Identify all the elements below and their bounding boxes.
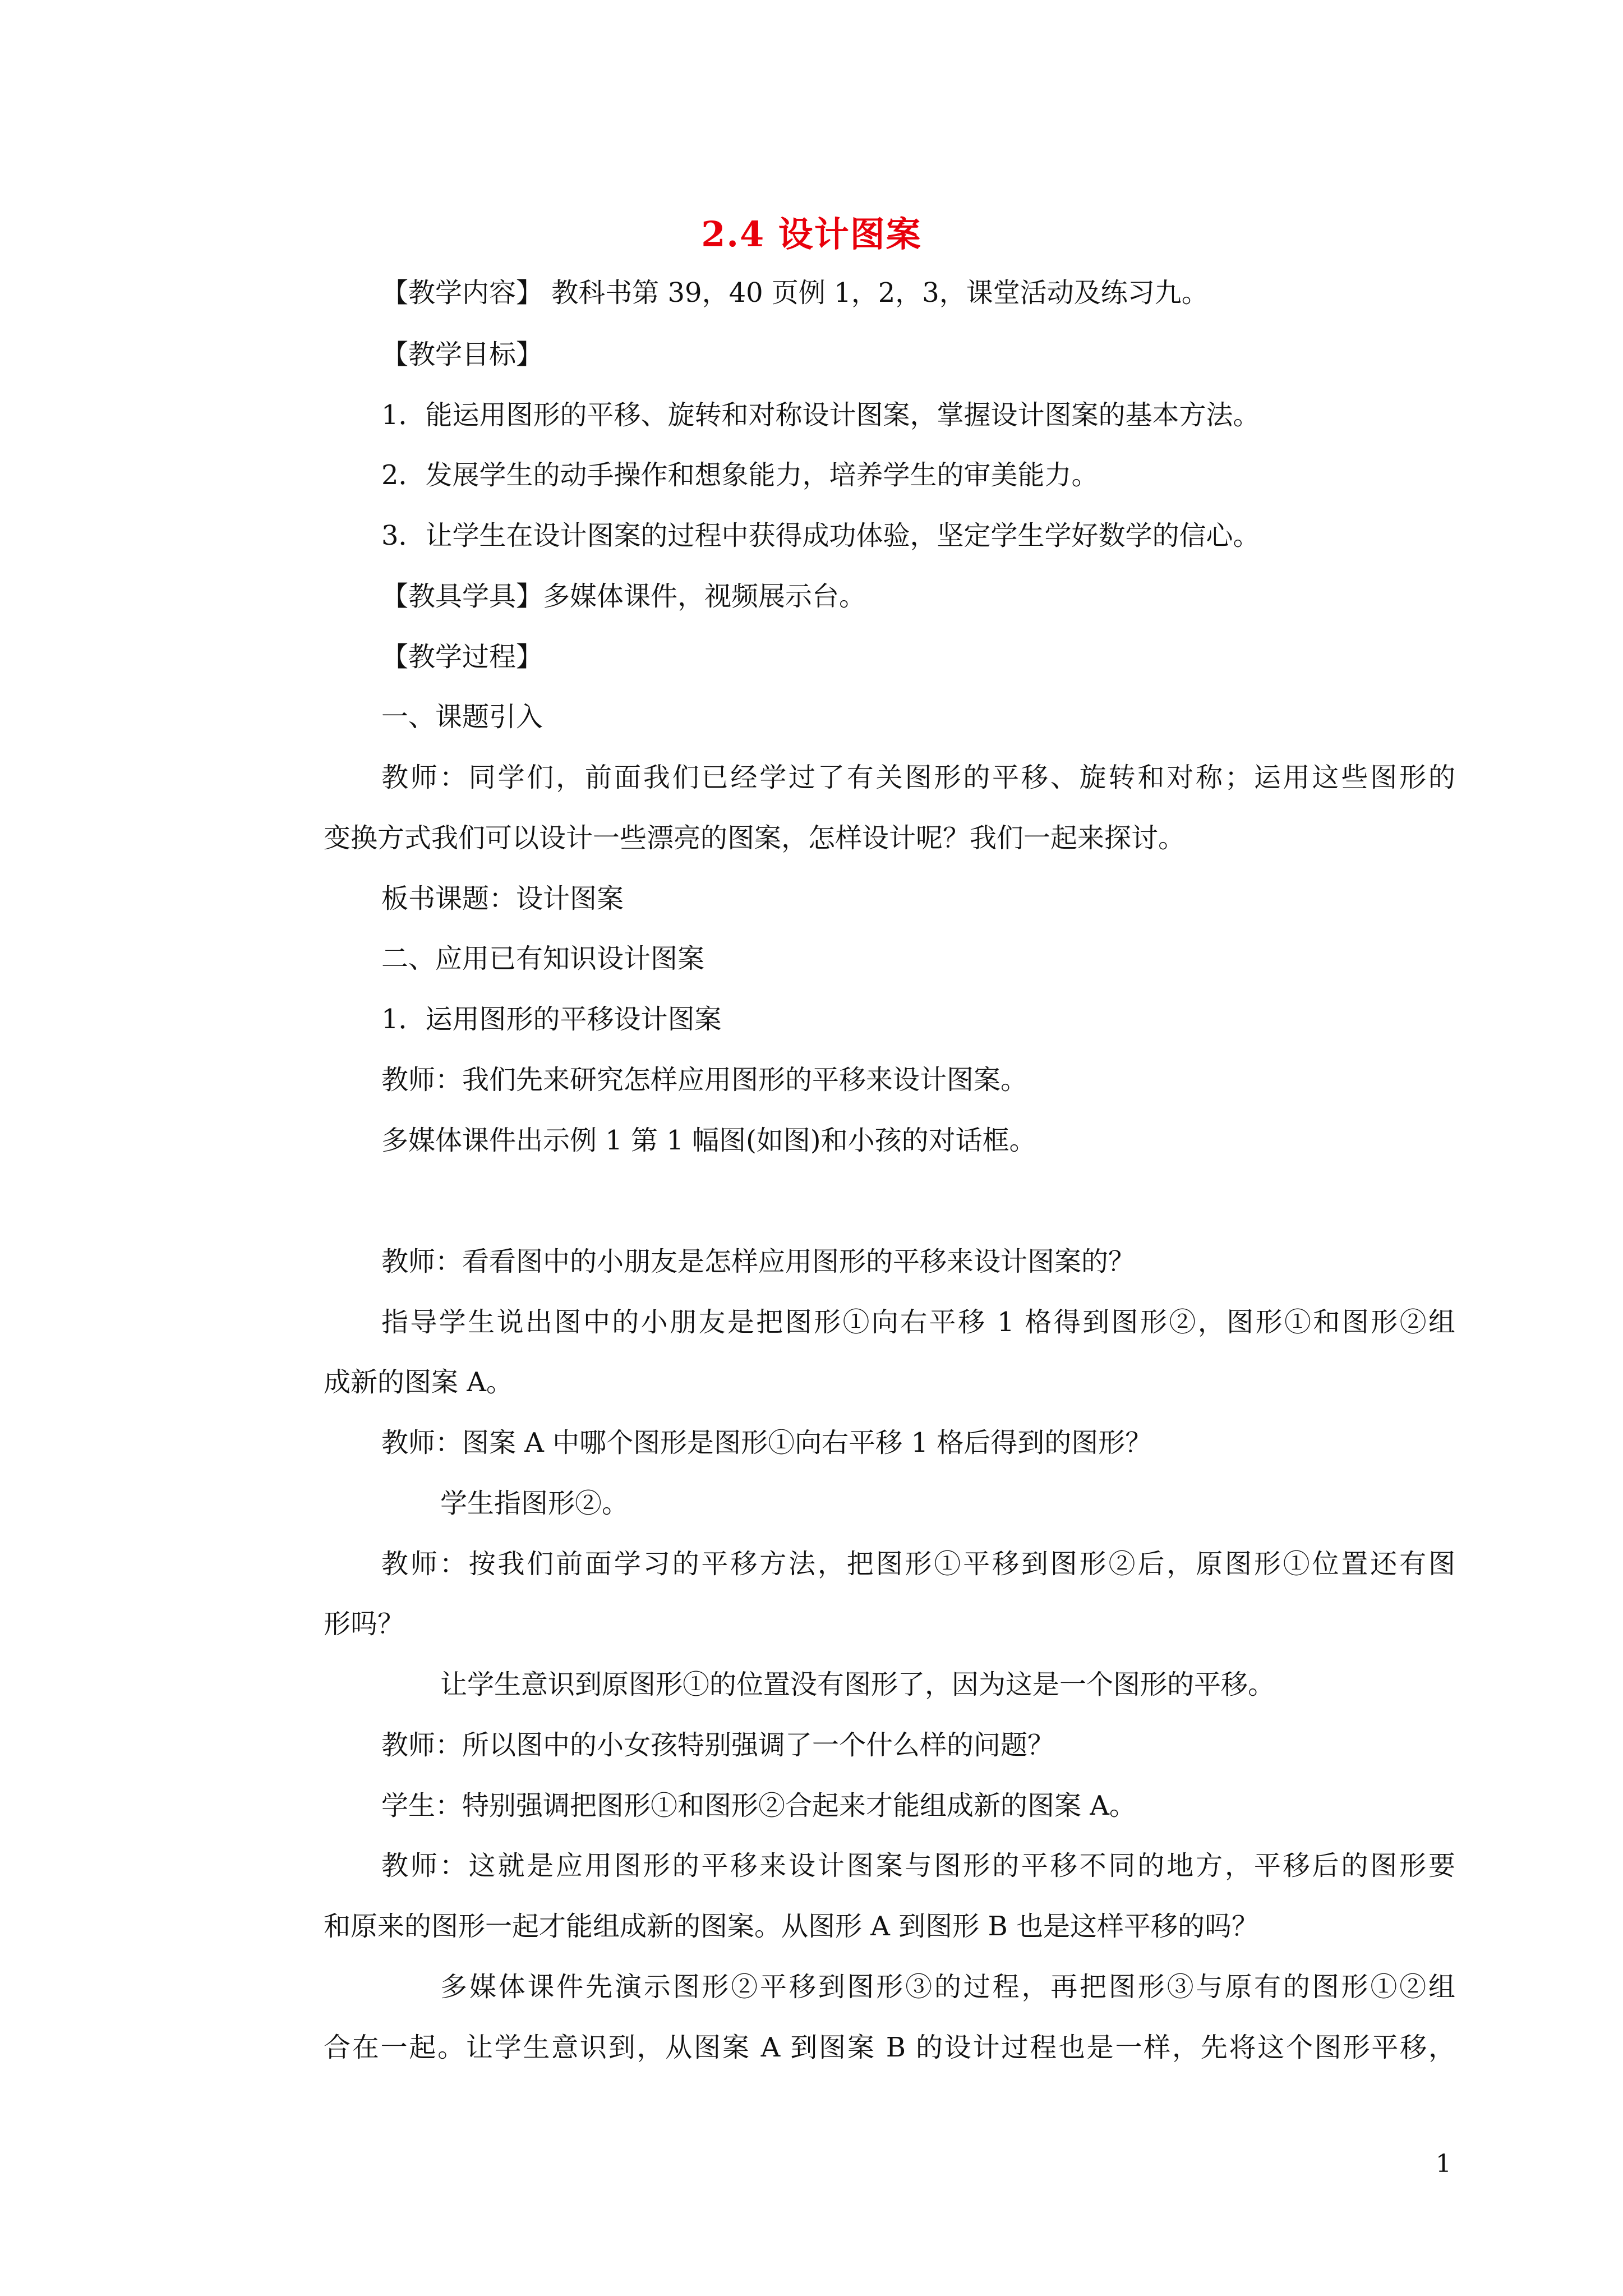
paragraph-line: 让学生意识到原图形①的位置没有图形了，因为这是一个图形的平移。 (440, 1669, 1275, 1700)
paragraph-line: 形吗？ (324, 1608, 405, 1640)
teaching-goals-heading: 【教学目标】 (381, 339, 543, 370)
paragraph-line: 学生：特别强调把图形①和图形②合起来才能组成新的图案 A。 (381, 1790, 1136, 1821)
goal-1: 1．能运用图形的平移、旋转和对称设计图案，掌握设计图案的基本方法。 (381, 399, 1260, 431)
subsection-1-heading: 1．运用图形的平移设计图案 (381, 1004, 722, 1035)
paragraph-line: 多媒体课件出示例 1 第 1 幅图(如图)和小孩的对话框。 (381, 1125, 1036, 1156)
paragraph-line: 指导学生说出图中的小朋友是把图形①向右平移 1 格得到图形②，图形①和图形②组 (381, 1306, 1455, 1338)
paragraph-line: 教师：同学们，前面我们已经学过了有关图形的平移、旋转和对称；运用这些图形的 (381, 762, 1455, 793)
paragraph-line: 变换方式我们可以设计一些漂亮的图案，怎样设计呢？我们一起来探讨。 (324, 822, 1186, 854)
paragraph-line: 学生指图形②。 (440, 1488, 629, 1519)
paragraph-line: 合在一起。让学生意识到，从图案 A 到图案 B 的设计过程也是一样，先将这个图形平移， (324, 2032, 1455, 2063)
section-2-heading: 二、应用已有知识设计图案 (381, 943, 705, 974)
document-title: 2.4 设计图案 (701, 214, 922, 255)
section-1-heading: 一、课题引入 (381, 701, 543, 733)
goal-2: 2．发展学生的动手操作和想象能力，培养学生的审美能力。 (381, 459, 1099, 491)
board-title-line: 板书课题：设计图案 (381, 883, 624, 914)
teaching-aids-line: 【教具学具】多媒体课件，视频展示台。 (381, 581, 866, 612)
teaching-content-line: 【教学内容】 教科书第 39，40 页例 1，2，3，课堂活动及练习九。 (381, 277, 1209, 309)
paragraph-line: 教师：图案 A 中哪个图形是图形①向右平移 1 格后得到的图形？ (381, 1427, 1152, 1458)
teaching-process-heading: 【教学过程】 (381, 641, 543, 673)
paragraph-line: 教师：按我们前面学习的平移方法，把图形①平移到图形②后，原图形①位置还有图 (381, 1548, 1455, 1580)
paragraph-line: 教师：看看图中的小朋友是怎样应用图形的平移来设计图案的？ (381, 1246, 1136, 1277)
paragraph-line: 教师：我们先来研究怎样应用图形的平移来设计图案。 (381, 1064, 1028, 1096)
page-number: 1 (1436, 2150, 1451, 2178)
paragraph-line: 教师：所以图中的小女孩特别强调了一个什么样的问题？ (381, 1729, 1055, 1761)
paragraph-line: 和原来的图形一起才能组成新的图案。从图形 A 到图形 B 也是这样平移的吗？ (324, 1911, 1258, 1942)
paragraph-line: 成新的图案 A。 (324, 1366, 513, 1398)
paragraph-line: 多媒体课件先演示图形②平移到图形③的过程，再把图形③与原有的图形①②组 (440, 1971, 1455, 2003)
goal-3: 3．让学生在设计图案的过程中获得成功体验，坚定学生学好数学的信心。 (381, 520, 1260, 551)
paragraph-line: 教师：这就是应用图形的平移来设计图案与图形的平移不同的地方，平移后的图形要 (381, 1850, 1455, 1881)
